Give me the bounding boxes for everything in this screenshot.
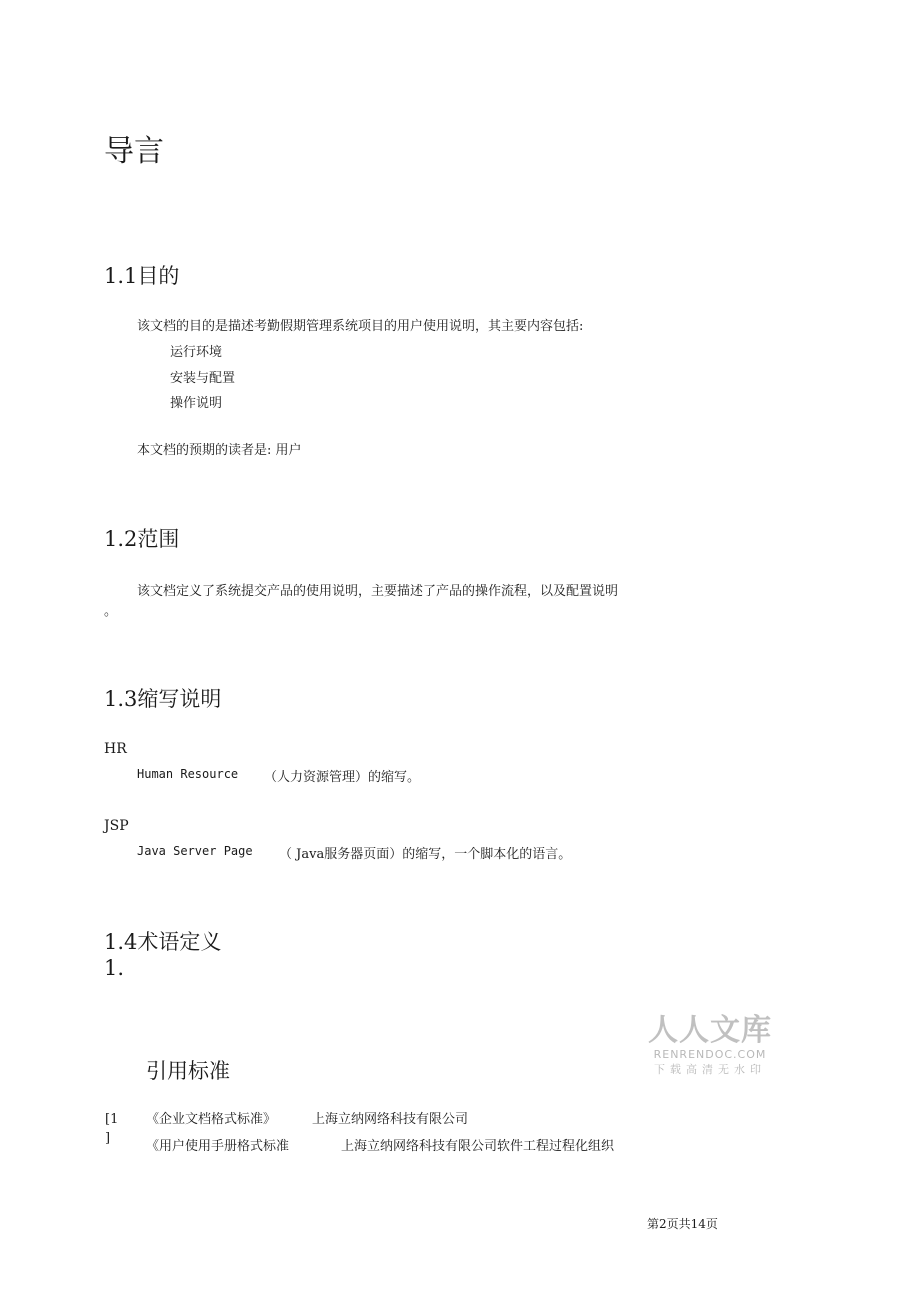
purpose-item: 操作说明 <box>170 396 223 411</box>
purpose-item: 运行环境 <box>170 345 223 360</box>
heading-references: 引用标准 <box>146 1059 230 1083</box>
abbr-term-hr: HR <box>104 741 127 757</box>
purpose-item: 安装与配置 <box>170 371 236 386</box>
abbr-expansion-jsp: Java Server Page <box>137 844 253 858</box>
watermark-tagline: 下载高清无水印 <box>654 1063 766 1076</box>
scope-tail: 。 <box>104 604 118 619</box>
reference-marker: ] <box>105 1131 111 1146</box>
scope-text: 该文档定义了系统提交产品的使用说明，主要描述了产品的操作流程，以及配置说明 <box>137 584 619 599</box>
page-title: 导言 <box>104 134 164 169</box>
purpose-readers: 本文档的预期的读者是: 用户 <box>137 443 302 458</box>
watermark-url: RENRENDOC.COM <box>653 1048 767 1061</box>
abbr-note-jsp: （ Java服务器页面）的缩写，一个脚本化的语言。 <box>279 847 572 862</box>
definitions-sub: 1. <box>104 956 125 980</box>
heading-scope: 1.2范围 <box>104 527 180 551</box>
watermark-logo <box>648 1014 772 1077</box>
page-number: 第2页共14页 <box>647 1217 718 1231</box>
abbr-term-jsp: JSP <box>104 818 129 834</box>
heading-purpose: 1.1目的 <box>104 264 180 288</box>
abbr-note-hr: （人力资源管理）的缩写。 <box>264 770 421 785</box>
reference-name: 《用户使用手册格式标准 <box>146 1139 290 1154</box>
heading-definitions: 1.4术语定义 <box>104 930 222 954</box>
reference-org: 上海立纳网络科技有限公司 <box>312 1112 469 1127</box>
heading-abbreviations: 1.3缩写说明 <box>104 687 222 711</box>
reference-marker: [1 <box>105 1112 119 1127</box>
purpose-intro: 该文档的目的是描述考勤假期管理系统项目的用户使用说明，其主要内容包括: <box>137 319 584 334</box>
reference-name: 《企业文档格式标准》 <box>146 1112 277 1127</box>
reference-org: 上海立纳网络科技有限公司软件工程过程化组织 <box>341 1139 615 1154</box>
watermark-brand: 人人文库 <box>648 1013 772 1048</box>
abbr-expansion-hr: Human Resource <box>137 767 239 781</box>
